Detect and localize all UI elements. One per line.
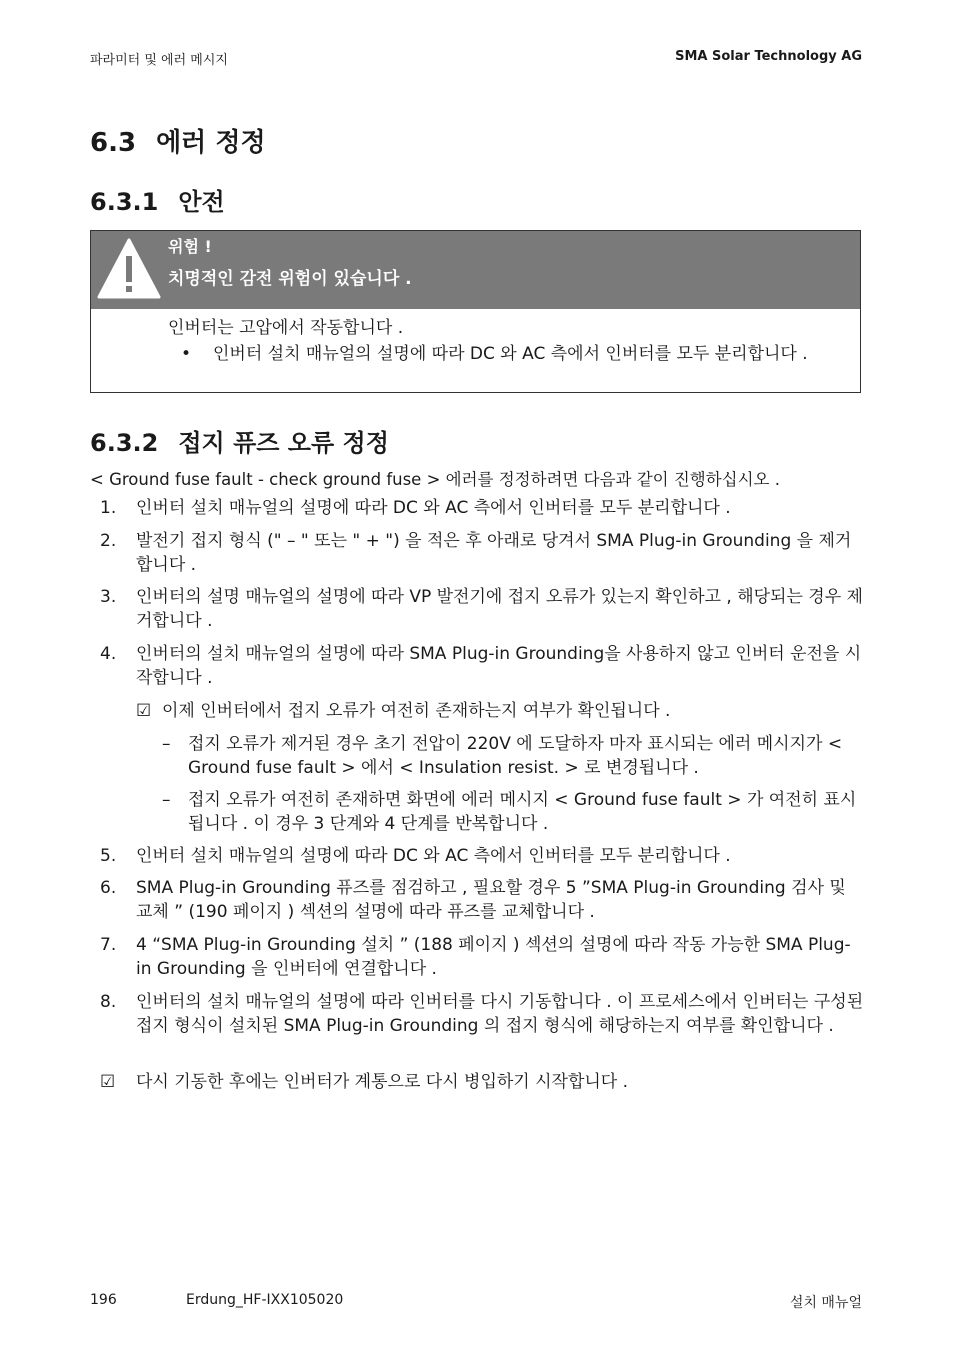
intro-paragraph: < Ground fuse fault - check ground fuse > 에러를 정정하려면 다음과 같이 진행하십시오 . — [90, 470, 780, 489]
section-heading — [90, 122, 266, 159]
footer-page-number: 196 — [90, 1292, 117, 1308]
step-text: 4 “SMA Plug-in Grounding 설치 ” (188 페이지 ) 섹션의 설명에 따라 작동 가능한 SMA Plug-in Grounding 을 인버터에 연결합니다 . — [136, 935, 851, 979]
bullet-icon: • — [181, 344, 192, 364]
check-icon: ☑ — [100, 1072, 116, 1092]
result-text: 이제 인버터에서 접지 오류가 여전히 존재하는지 여부가 확인됩니다 . — [162, 701, 671, 721]
step-text: 인버터 설치 매뉴얼의 설명에 따라 DC 와 AC 측에서 인버터를 모두 분리합니다 . — [136, 846, 731, 866]
step-text: 인버터의 설치 매뉴얼의 설명에 따라 SMA Plug-in Grounding을 사용하지 않고 인버터 운전을 시작합니다 . — [136, 644, 862, 688]
warning-header — [91, 231, 860, 309]
step-text: 인버터 설치 매뉴얼의 설명에 따라 DC 와 AC 측에서 인버터를 모두 분리합니다 . — [136, 498, 731, 518]
header-left: 파라미터 및 에러 메시지 — [90, 53, 228, 68]
step-number: 2. — [100, 531, 117, 551]
step-text: 발전기 접지 형식 (" – " 또는 " + ") 을 적은 후 아래로 당겨서 SMA Plug-in Grounding 을 제거합니다 . — [136, 531, 852, 575]
dash-icon: – — [162, 734, 171, 754]
subsection-heading-safety — [90, 182, 225, 217]
warning-body: 인버터는 고압에서 작동합니다 . — [168, 318, 404, 338]
warning-bullet-text: 인버터 설치 매뉴얼의 설명에 따라 DC 와 AC 측에서 인버터를 모두 분리합니다 . — [213, 344, 808, 364]
danger-warning-box — [90, 230, 861, 393]
footer-document-title: 설치 매뉴얼 — [789, 1295, 862, 1311]
section-title: 에러 정정 — [156, 128, 266, 158]
check-icon: ☑ — [136, 701, 152, 721]
dash-icon: – — [162, 790, 171, 810]
step-number: 1. — [100, 498, 117, 518]
footer-document-id: Erdung_HF-IXX105020 — [186, 1292, 344, 1308]
warning-triangle-icon — [96, 236, 162, 302]
section-number: 6.3 — [90, 128, 137, 158]
step-number: 7. — [100, 935, 117, 955]
step-number: 3. — [100, 587, 117, 607]
subsection-title: 안전 — [178, 188, 225, 216]
dash-item-text: 접지 오류가 여전히 존재하면 화면에 에러 메시지 < Ground fuse fault > 가 여전히 표시됩니다 . 이 경우 3 단계와 4 단계를 반복합니다 . — [188, 790, 857, 834]
step-text: 인버터의 설치 매뉴얼의 설명에 따라 인버터를 다시 기동합니다 . 이 프로세스에서 인버터는 구성된 접지 형식이 설치된 SMA Plug-in Grounding 의 접지 형식에 해당하는지 여부를 확인합니다 . — [136, 992, 864, 1036]
warning-headline: 치명적인 감전 위험이 있습니다 . — [168, 269, 412, 289]
step-number: 5. — [100, 846, 117, 866]
step-text: 인버터의 설명 매뉴얼의 설명에 따라 VP 발전기에 접지 오류가 있는지 확인하고 , 해당되는 경우 제거합니다 . — [136, 587, 863, 631]
subsection-number: 6.3.2 — [90, 429, 159, 457]
header-right: SMA Solar Technology AG — [675, 49, 862, 64]
warning-label: 위험 ! — [168, 237, 212, 256]
subsection-number: 6.3.1 — [90, 188, 159, 216]
step-number: 6. — [100, 878, 117, 898]
final-result-text: 다시 기동한 후에는 인버터가 계통으로 다시 병입하기 시작합니다 . — [136, 1072, 629, 1092]
dash-item-text: 접지 오류가 제거된 경우 초기 전압이 220V 에 도달하자 마자 표시되는 에러 메시지가 < Ground fuse fault > 에서 < Insulation resist. > 로 변경됩니다 . — [188, 734, 843, 778]
subsection-title: 접지 퓨즈 오류 정정 — [178, 429, 389, 457]
subsection-heading-ground-fuse — [90, 423, 389, 458]
step-number: 4. — [100, 644, 117, 664]
step-text: SMA Plug-in Grounding 퓨즈를 점검하고 , 필요할 경우 5 ”SMA Plug-in Grounding 검사 및 교체 ” (190 페이지 ) 섹션의 설명에 따라 퓨즈를 교체합니다 . — [136, 878, 846, 922]
step-number: 8. — [100, 992, 117, 1012]
